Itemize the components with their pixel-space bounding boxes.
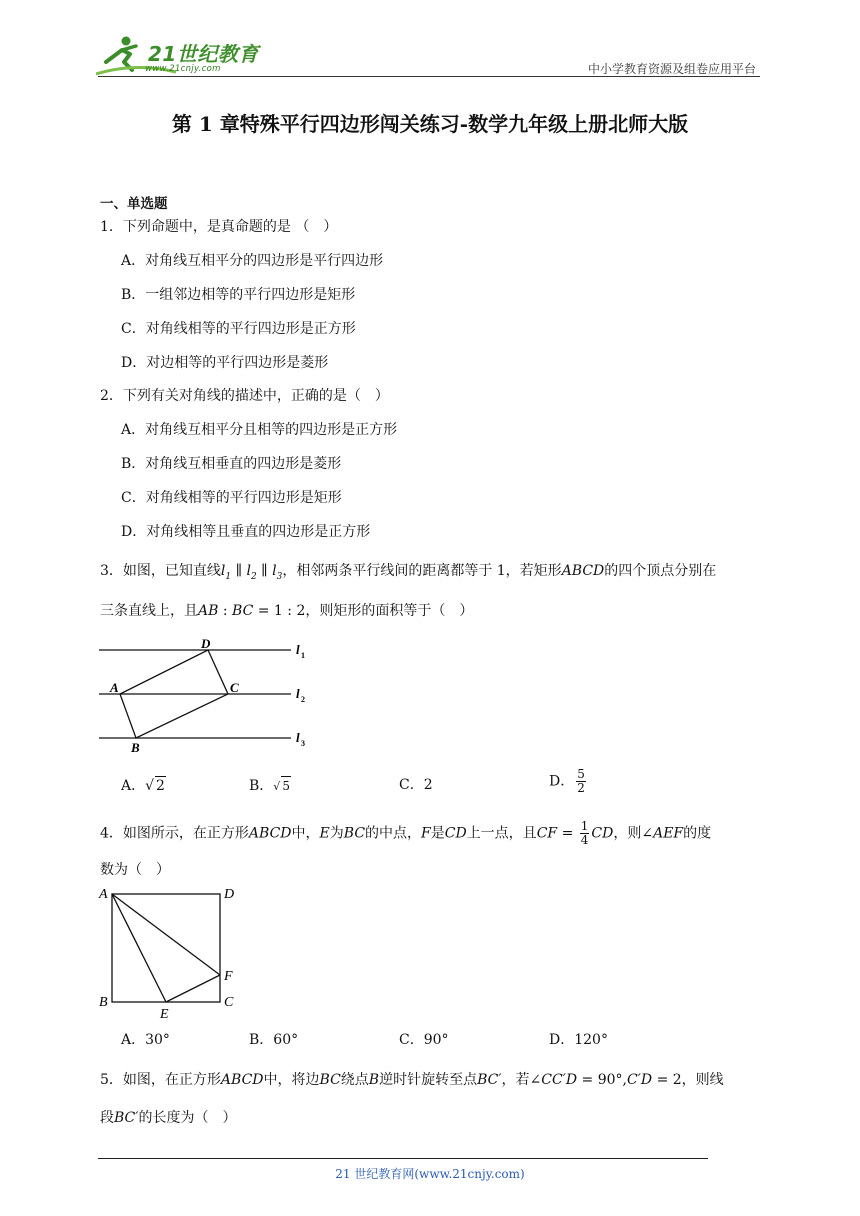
question-5-stem-line2: 段BC′的长度为（ ） <box>100 1110 237 1126</box>
footer-text[interactable]: 21 世纪教育网(www.21cnjy.com) <box>335 1167 525 1181</box>
question-2-option-d: D．对角线相等且垂直的四边形是正方形 <box>121 524 371 540</box>
footer-divider <box>98 1158 708 1159</box>
label-a: A <box>99 887 108 902</box>
question-4-option-d: D．120° <box>549 1032 608 1048</box>
question-2-option-a: A．对角线互相平分且相等的四边形是正方形 <box>121 422 398 438</box>
page-title: 第 1 章特殊平行四边形闯关练习-数学九年级上册北师大版 <box>171 112 689 136</box>
question-3-option-b: B．√ 5 <box>249 778 290 794</box>
question-4-stem-line2: 数为（ ） <box>100 862 170 878</box>
question-2-option-b: B．对角线互相垂直的四边形是菱形 <box>121 456 342 472</box>
label-l1: l <box>296 642 300 657</box>
square-abcd <box>112 894 220 1002</box>
question-1-option-b: B．一组邻边相等的平行四边形是矩形 <box>121 287 356 303</box>
question-4-option-b: B．60° <box>249 1032 299 1048</box>
label-b: B <box>131 740 140 755</box>
label-d: D <box>224 887 235 902</box>
label-l2: l <box>296 686 300 701</box>
question-3-option-a: A．√ 2 <box>121 778 165 794</box>
logo-text: 21世纪教育 <box>148 42 259 66</box>
label-b: B <box>99 995 108 1010</box>
label-l1-sub: 1 <box>301 651 305 660</box>
question-4-figure <box>96 884 246 1018</box>
question-3-stem-line2: 三条直线上，且AB : BC = 1 : 2，则矩形的面积等于（ ） <box>100 603 474 619</box>
question-4-option-a: A．30° <box>121 1032 170 1048</box>
question-1-option-c: C．对角线相等的平行四边形是正方形 <box>121 321 356 337</box>
question-3-option-c: C．2 <box>399 777 433 793</box>
question-3-option-d: D． $\frac{5}{2}$ <box>549 767 585 795</box>
label-a: A <box>110 680 119 695</box>
label-d: D <box>201 636 211 651</box>
question-1-option-a: A．对角线互相平分的四边形是平行四边形 <box>121 253 384 269</box>
label-c: C <box>224 995 234 1010</box>
segment-ae <box>112 894 166 1002</box>
label-l2-sub: 2 <box>301 695 305 704</box>
question-5-stem: 5．如图，在正方形ABCD中，将边BC绕点B逆时针旋转至点BC′，若∠CC′D = 90°,C′D = 2，则线 <box>100 1072 724 1088</box>
question-3-figure <box>96 634 326 756</box>
label-l3: l <box>296 730 300 745</box>
segment-af <box>112 894 220 975</box>
question-1-option-d: D．对边相等的平行四边形是菱形 <box>121 355 329 371</box>
question-4-stem: 4．如图所示，在正方形ABCD中，E为BC的中点，F是CD上一点，且CF = $\frac{1}{4}$ CD，则∠AEF的度 <box>100 819 712 847</box>
header-divider <box>98 76 760 77</box>
logo-url: www.21cnjy.com <box>145 64 221 74</box>
label-e: E <box>160 1007 169 1018</box>
question-3-stem: 3．如图，已知直线$l_1$ ∥ $l_2$ ∥ $l_3$，相邻两条平行线间的距离都等于 1，若矩形ABCD的四个顶点分别在 <box>100 563 717 582</box>
platform-name: 中小学教育资源及组卷应用平台 <box>587 62 756 76</box>
label-c: C <box>230 680 239 695</box>
question-2-stem: 2．下列有关对角线的描述中，正确的是（ ） <box>100 388 389 404</box>
question-1-stem: 1．下列命题中，是真命题的是 （ ） <box>100 219 338 235</box>
question-4-option-c: C．90° <box>399 1032 449 1048</box>
label-f: F <box>224 969 233 984</box>
segment-ef <box>166 975 220 1002</box>
label-l3-sub: 3 <box>301 739 305 748</box>
question-2-option-c: C．对角线相等的平行四边形是矩形 <box>121 490 342 506</box>
section-heading: 一、单选题 <box>100 196 168 212</box>
